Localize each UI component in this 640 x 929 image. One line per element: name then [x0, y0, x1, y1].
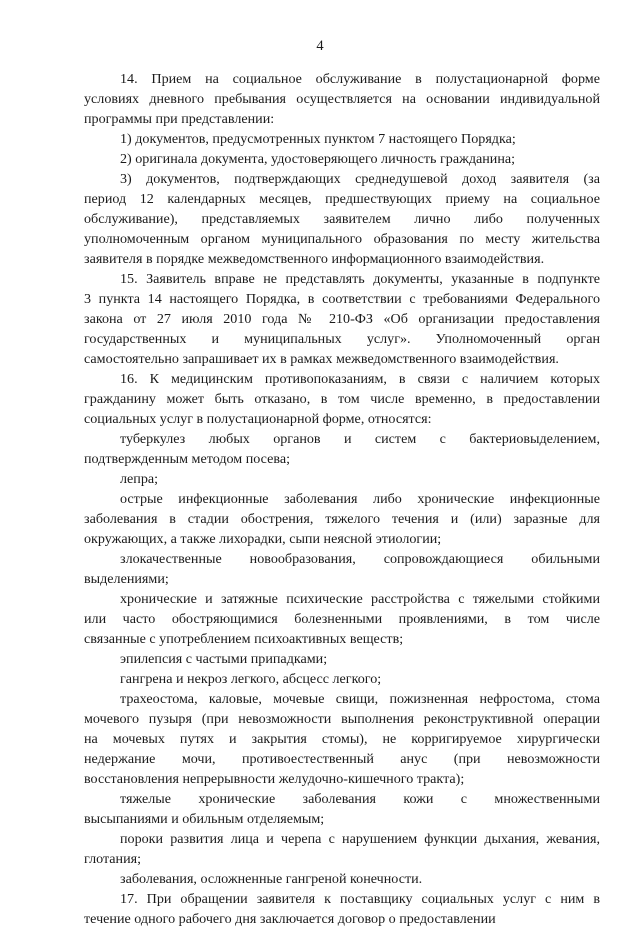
paragraph — [84, 149, 600, 169]
text-line: злокачественные новообразования, сопровождающиеся обильными — [120, 551, 600, 567]
paragraph — [84, 869, 600, 889]
text-line: 14. Прием на социальное обслуживание в полустационарной форме — [120, 71, 600, 87]
paragraph — [84, 649, 600, 669]
paragraph — [84, 469, 600, 489]
text-line: 16. К медицинским противопоказаниям, в связи с наличием которых — [120, 371, 600, 387]
text-line: хронические и затяжные психические расстройства с тяжелыми стойкими — [120, 591, 600, 607]
text-line: тяжелые хронические заболевания кожи с множественными — [120, 791, 600, 807]
paragraph — [84, 69, 600, 129]
text-line: государственных и муниципальных услуг». Уполномоченный орган — [84, 331, 600, 347]
text-line: лепра; — [120, 471, 159, 487]
text-line: трахеостома, каловые, мочевые свищи, пожизненная нефростома, стома — [120, 691, 600, 707]
paragraph — [84, 829, 600, 869]
text-line: 15. Заявитель вправе не представлять документы, указанные в подпункте — [120, 271, 600, 287]
text-line: течение одного рабочего дня заключается договор о предоставлении — [84, 911, 496, 927]
text-line: восстановления непрерывности желудочно-кишечного тракта); — [84, 771, 465, 787]
text-line: недержание мочи, противоестественный анус (при невозможности — [84, 751, 600, 767]
text-line: закона от 27 июля 2010 года № 210-ФЗ «Об организации предоставления — [84, 311, 600, 327]
text-line: 2) оригинала документа, удостоверяющего личность гражданина; — [120, 151, 516, 167]
paragraph — [84, 789, 600, 829]
paragraph — [84, 589, 600, 649]
text-line: заболевания в стадии обострения, тяжелого течения и (или) заразные для — [84, 511, 600, 527]
page-number: 4 — [316, 38, 324, 54]
text-line: острые инфекционные заболевания либо хронические инфекционные — [120, 491, 600, 507]
paragraph — [84, 669, 600, 689]
text-line: период 12 календарных месяцев, предшествующих приему на социальное — [84, 191, 600, 207]
text-line: выделениями; — [84, 571, 169, 587]
paragraph — [84, 889, 600, 929]
text-line: туберкулез любых органов и систем с бактериовыделением, — [120, 431, 600, 447]
text-line: глотания; — [84, 851, 142, 867]
text-line: самостоятельно запрашивает их в рамках межведомственного взаимодействия. — [84, 351, 559, 367]
text-line: связанные с употреблением психоактивных веществ; — [84, 631, 404, 647]
text-line: 3) документов, подтверждающих среднедушевой доход заявителя (за — [120, 171, 600, 187]
paragraph — [84, 689, 600, 789]
text-line: гангрена и некроз легкого, абсцесс легкого; — [120, 671, 382, 687]
text-line: социальных услуг в полустационарной форме, относятся: — [84, 411, 432, 427]
text-line: мочевого пузыря (при невозможности выполнения реконструктивной операции — [84, 711, 600, 727]
paragraph — [84, 129, 600, 149]
paragraph — [84, 429, 600, 469]
text-line: подтвержденным методом посева; — [84, 451, 290, 467]
text-line: пороки развития лица и черепа с нарушением функции дыхания, жевания, — [120, 831, 600, 847]
paragraph — [84, 489, 600, 549]
text-line: уполномоченным органом муниципального образования по месту жительства — [84, 231, 600, 247]
document-body — [84, 69, 600, 929]
text-line: 1) документов, предусмотренных пунктом 7 настоящего Порядка; — [120, 131, 516, 147]
paragraph — [84, 549, 600, 589]
text-line: на мочевых путях и закрытия стомы), не корригируемое хирургически — [84, 731, 600, 747]
text-line: высыпаниями и обильным отделяемым; — [84, 811, 325, 827]
text-line: 17. При обращении заявителя к поставщику социальных услуг с ним в — [120, 891, 600, 907]
text-line: заявителя в порядке межведомственного информационного взаимодействия. — [84, 251, 545, 267]
paragraph — [84, 369, 600, 429]
text-line: обслуживание), представляемых заявителем лично либо полученных — [84, 211, 600, 227]
text-line: заболевания, осложненные гангреной конечности. — [120, 871, 423, 887]
text-line: эпилепсия с частыми припадками; — [120, 651, 328, 667]
text-line: гражданину может быть отказано, в том числе временно, в предоставлении — [84, 391, 600, 407]
text-line: условиях дневного пребывания осуществляется на основании индивидуальной — [84, 91, 600, 107]
text-line: программы при представлении: — [84, 111, 275, 127]
text-line: окружающих, а также лихорадки, сыпи неясной этиологии; — [84, 531, 442, 547]
text-line: или часто обостряющимися болезненными проявлениями, в том числе — [84, 611, 600, 627]
text-line: 3 пункта 14 настоящего Порядка, в соответствии с требованиями Федерального — [84, 291, 600, 307]
paragraph — [84, 169, 600, 269]
paragraph — [84, 269, 600, 369]
